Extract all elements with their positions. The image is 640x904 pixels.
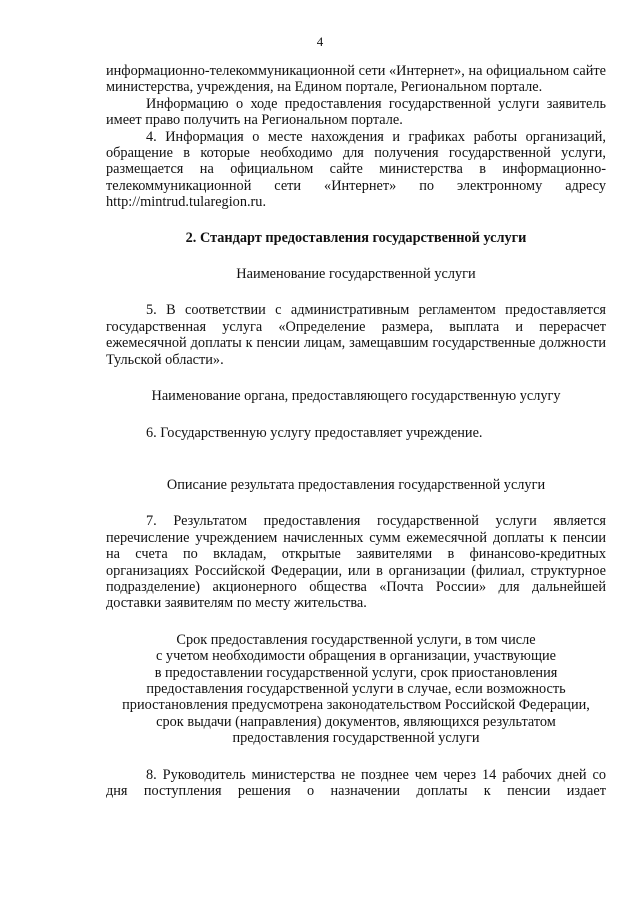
subheading-terms-line: в предоставлении государственной услуги, срок приостановления xyxy=(154,664,558,681)
subheading-terms-line: с учетом необходимости обращения в организации, участвующие xyxy=(156,648,556,665)
subheading-terms-line: предоставления государственной услуги xyxy=(232,730,480,747)
subheading-terms-line: срок выдачи (направления) документов, являющихся результатом xyxy=(156,713,556,730)
paragraph-6-provider: 6. Государственную услугу предоставляет учреждение. xyxy=(146,424,483,441)
subheading-terms xyxy=(106,632,606,747)
paragraph-progress-info: Информацию о ходе предоставления государственной услуги заявитель имеет право получить на Региональном портале. xyxy=(106,95,606,129)
page-number: 4 xyxy=(316,34,324,49)
subheading-terms-line: приостановления предусмотрена законодательством Российской Федерации, xyxy=(122,697,590,714)
section-heading: 2. Стандарт предоставления государственной услуги xyxy=(185,229,527,246)
subheading-service-name: Наименование государственной услуги xyxy=(236,266,476,283)
document-body xyxy=(106,63,606,799)
paragraph-5-service-name: 5. В соответствии с административным регламентом предоставляется государственная услуга «Определение размера, выплата и перерасчет ежемесячной доплаты к пенсии лицам, замещавшим государственные должности Тульской области». xyxy=(106,302,606,368)
paragraph-publication: информационно-телекоммуникационной сети «Интернет», на официальном сайте министерства, учреждения, на Едином портале, Региональном портале. xyxy=(106,63,606,96)
subheading-terms-line: Срок предоставления государственной услуги, в том числе xyxy=(176,631,536,648)
paragraph-8-terms: 8. Руководитель министерства не позднее чем через 14 рабочих дней со дня поступления решения о назначении доплаты к пенсии издает xyxy=(106,766,606,799)
subheading-providing-body: Наименование органа, предоставляющего государственную услугу xyxy=(151,388,561,405)
paragraph-4-organizations-info: 4. Информация о месте нахождения и графиках работы организаций, обращение в которые необходимо для получения государственной услуги, размещается на официальном сайте министерства в информационно-телекоммуникационной сети «Интернет» по электронному адресу http://mintrud.tularegion.ru. xyxy=(106,128,606,211)
subheading-result: Описание результата предоставления государственной услуги xyxy=(166,476,546,493)
subheading-terms-line: предоставления государственной услуги в случае, если возможность xyxy=(146,680,566,697)
paragraph-7-result: 7. Результатом предоставления государственной услуги является перечисление учреждением начисленных сумм ежемесячной доплаты к пенсии на счета по вкладам, открытые заявителями в финансово-кредитных организациях Российской Федерации, или в организации (филиал, структурное подразделение) акционерного общества «Почта России» для дальнейшей доставки заявителям по месту жительства. xyxy=(106,513,606,612)
